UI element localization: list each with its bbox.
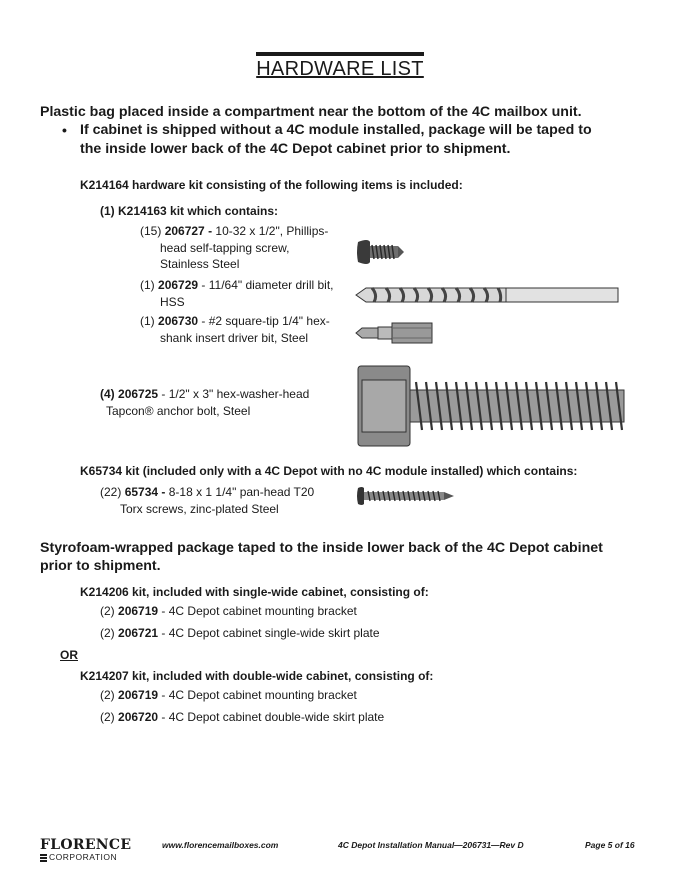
page-title: HARDWARE LIST [256,58,424,80]
kit4-item [100,687,357,704]
footer-website: www.florencemailboxes.com [162,840,279,850]
kit3-title: K214206 kit, included with single-wide cabinet, consisting of: [80,585,429,599]
item-desc: - 1/2" x 3" hex-washer-head [161,387,310,401]
item-part: 206727 - [164,224,213,238]
item-qty: (15) [140,224,162,238]
driver-bit-illustration [356,320,436,346]
item-desc: 10-32 x 1/2", Phillips- [215,224,329,238]
kit1-title: K214164 hardware kit consisting of the following items is included: [80,178,463,192]
item-206725 [100,386,340,419]
item-qty: (1) [140,278,155,292]
item-qty: (2) [100,710,115,724]
item-qty: (2) [100,626,115,640]
kit2-title: K65734 kit (included only with a 4C Depot with no 4C module installed) which contains: [80,464,578,478]
item-qty: (22) [100,485,122,499]
item-part: 65734 - [124,485,166,499]
item-qty: (1) [140,314,155,328]
item-desc: shank insert driver bit, Steel [160,330,309,345]
section2-heading-line1: Styrofoam-wrapped package taped to the inside lower back of the 4C Depot cabinet [40,540,603,556]
footer-manual: 4C Depot Installation Manual—206731—Rev D [338,840,524,850]
kit4-title: K214207 kit, included with double-wide cabinet, consisting of: [80,669,434,683]
item-desc: - 11/64" diameter drill bit, [201,278,334,292]
item-desc: - 4C Depot cabinet mounting bracket [161,604,357,618]
item-206730 [140,313,355,346]
item-part: 206720 [118,710,159,724]
anchor-bolt-illustration [356,366,626,446]
item-qty: (4) [100,387,115,401]
torx-screw-illustration [356,486,456,506]
company-logo: FLORENCE [40,837,132,853]
kit3-item [100,625,380,642]
company-logo-sub: CORPORATION [49,852,118,862]
item-desc: - 4C Depot cabinet single-wide skirt plate [161,626,380,640]
item-desc: Torx screws, zinc-plated Steel [120,501,279,516]
or-label: OR [60,648,78,662]
item-part: 206721 [118,626,159,640]
drill-bit-illustration [356,286,620,304]
item-206727 [140,223,350,273]
item-desc: - 4C Depot cabinet double-wide skirt plate [161,710,385,724]
item-65734 [100,484,360,517]
item-desc: head self-tapping screw, [160,240,290,255]
section1-heading: Plastic bag placed inside a compartment near the bottom of the 4C mailbox unit. [40,104,582,120]
bullet: • [62,122,67,138]
item-part: 206725 [118,387,159,401]
kit4-item [100,709,384,726]
title-block [256,52,424,82]
item-part: 206730 [158,314,199,328]
kit3-item [100,603,357,620]
item-part: 206729 [158,278,199,292]
phillips-screw-illustration [356,238,406,266]
section1-bullet-line2: the inside lower back of the 4C Depot cabinet prior to shipment. [80,141,511,157]
item-desc: - #2 square-tip 1/4" hex- [201,314,330,328]
item-desc: Stainless Steel [160,257,240,271]
item-qty: (2) [100,688,115,702]
item-desc: 8-18 x 1 1/4" pan-head T20 [168,485,315,499]
logo-bars-icon [40,854,47,862]
item-desc: Tapcon® anchor bolt, Steel [106,403,251,418]
item-qty: (2) [100,604,115,618]
item-desc: - 4C Depot cabinet mounting bracket [161,688,357,702]
section1-bullet-line1: If cabinet is shipped without a 4C module installed, package will be taped to [80,122,592,138]
section2-heading-line2: prior to shipment. [40,558,161,574]
item-part: 206719 [118,688,159,702]
item-206729 [140,277,355,310]
footer-page: Page 5 of 16 [585,840,635,850]
item-desc: HSS [160,294,185,309]
item-part: 206719 [118,604,159,618]
subkit-title: (1) K214163 kit which contains: [100,204,279,218]
